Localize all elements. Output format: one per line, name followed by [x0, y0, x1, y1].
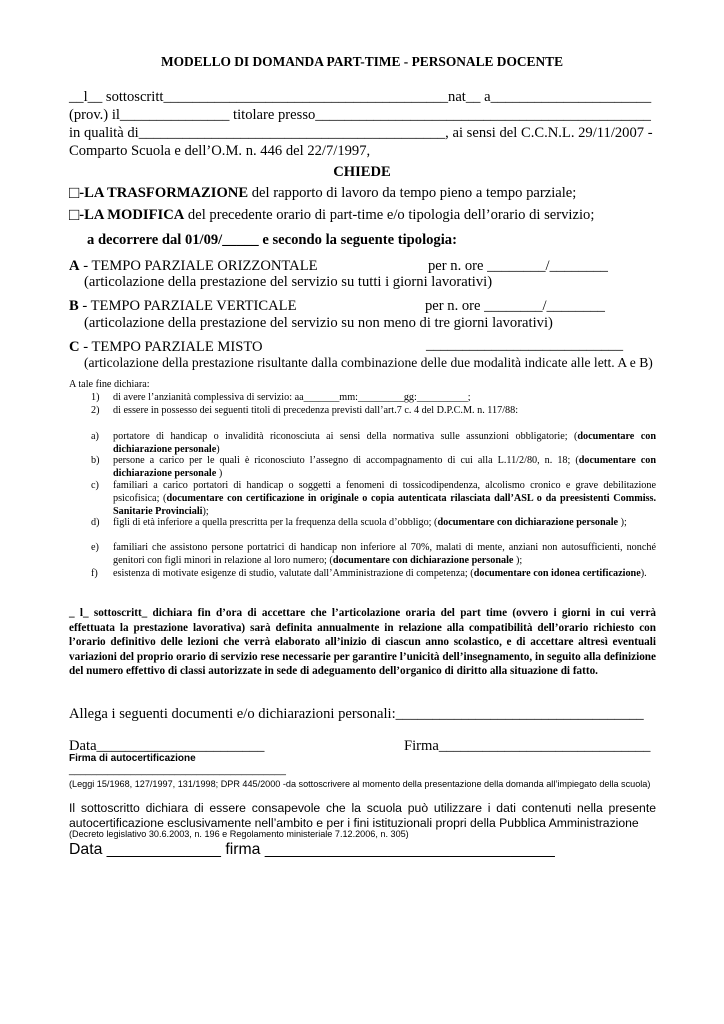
autocert-heading: Firma di autocertificazione: [69, 753, 196, 764]
final-data-firma: Data _____________ firma _________________________________: [69, 841, 555, 858]
titolo-c-end: );: [202, 506, 209, 517]
header-line-4: Comparto Scuola e dell’O.M. n. 446 del 22/7/1997,: [69, 143, 371, 159]
tipologia-c-desc: (articolazione della prestazione risultante dalla combinazione delle due modalità indicate alle lett. A e B): [84, 355, 653, 370]
titolo-a-end: ): [216, 444, 220, 455]
titolo-e-text: [113, 541, 656, 567]
chiede-heading: CHIEDE: [333, 164, 391, 180]
tipologia-c-line: ___________________________: [426, 337, 624, 353]
tipologia-b-desc: (articolazione della prestazione del servizio su non meno di tre giorni lavorativi): [84, 315, 553, 331]
titolo-f-documentazione: documentare con idonea certificazione: [473, 568, 641, 579]
tipologia-c-letter: C: [69, 339, 80, 355]
option-modifica[interactable]: [69, 206, 594, 224]
tipologia-b: [69, 297, 297, 315]
titolo-c-documentazione: documentare con certificazione in originale o copia autenticata rilasciata dall’ASL o da preesistenti Commiss. Sanitarie Provinciali: [113, 493, 656, 517]
accettazione-paragraph: [69, 606, 656, 679]
titolo-f-num: f): [91, 568, 98, 579]
document-title: MODELLO DI DOMANDA PART-TIME - PERSONALE DOCENTE: [160, 54, 564, 69]
option-modifica-text: del precedente orario di part-time e/o tipologia dell’orario di servizio;: [184, 207, 595, 223]
titolo-a-documentazione: documentare con dichiarazione personale: [113, 431, 656, 455]
tipologia-b-letter: B: [69, 298, 79, 314]
titolo-d-num: d): [91, 517, 100, 528]
dichiara-1-text: di avere l’anzianità complessiva di servizio: aa_______mm:_________gg:__________;: [113, 392, 471, 403]
firma-field: Firma_____________________________: [404, 738, 651, 754]
titolo-e-desc: familiari che assistono persone portatrici di handicap non inferiore al 70%, malati di mente, anziani non autosufficienti, nonché genitori con figli minori in relazione al loro numero; (: [113, 542, 656, 566]
data-field: Data_______________________: [69, 738, 265, 754]
allega-line: Allega i seguenti documenti e/o dichiarazioni personali:__________________________________: [69, 706, 644, 722]
titolo-c-text: [113, 479, 656, 518]
tipologia-a-letter: A: [69, 258, 80, 274]
titolo-e-end: );: [513, 555, 523, 566]
autocert-leggi: (Leggi 15/1968, 127/1997, 131/1998; DPR 445/2000 -da sottoscrivere al momento della presentazione della domanda all’impiegato della scuola): [69, 779, 651, 789]
titolo-d-text: [113, 516, 656, 529]
tipologia-a-label: - TEMPO PARZIALE ORIZZONTALE: [79, 258, 318, 274]
decorrere-line: a decorrere dal 01/09/_____ e secondo la seguente tipologia:: [87, 232, 457, 248]
titolo-d-desc: figli di età inferiore a quella prescritta per la frequenza della scuola d’obbligo; (: [113, 517, 438, 528]
tipologia-a-desc: (articolazione della prestazione del servizio su tutti i giorni lavorativi): [84, 274, 493, 290]
titolo-c-desc: familiari a carico portatori di handicap o soggetti a fenomeni di tossicodipendenza, alcolismo cronico e grave debilitazione psicofisica; (: [113, 480, 656, 504]
tipologia-b-label: - TEMPO PARZIALE VERTICALE: [78, 298, 297, 314]
autocert-privacy: Il sottoscritto dichiara di essere consapevole che la scuola può utilizzare i dati contenuti nella presente autocertificazione esclusivamente nell’ambito e per i fini istituzionali propri della Pubblica Amministrazione: [69, 801, 656, 830]
titolo-b-end: ): [216, 468, 223, 479]
option-trasformazione-text: del rapporto di lavoro da tempo pieno a tempo parziale;: [248, 185, 577, 201]
titolo-f-desc: esistenza di motivate esigenze di studio, valutate dall’Amministrazione di competenza; (: [113, 568, 474, 579]
autocert-decreto: (Decreto legislativo 30.6.2003, n. 196 e Regolamento ministeriale 7.12.2006, n. 305): [69, 829, 409, 839]
titolo-b-text: [113, 454, 656, 480]
checkbox-modifica[interactable]: □: [69, 205, 80, 224]
option-trasformazione[interactable]: [69, 184, 576, 202]
tipologia-c-label: - TEMPO PARZIALE MISTO: [79, 339, 263, 355]
titolo-c-num: c): [91, 480, 99, 491]
header-line-2: (prov.) il_______________ titolare presso______________________________________________: [69, 107, 651, 123]
titolo-e-num: e): [91, 542, 99, 553]
dichiara-intro: A tale fine dichiara:: [69, 379, 150, 390]
accettazione-part-1: _ l_ sottoscritt_ dichiara fin d’ora di accettare che l’articolazione oraria del part time (ovvero i giorni in cui verrà effettuata la prestazione lavorativa) sarà definita annualmente in relazione alla compatibilità dell’orario richiesto con l’orario definitivo delle lezioni che verrà elaborato all’inizio di ciascun anno scolastico: [69, 607, 656, 648]
tipologia-b-ore: per n. ore ________/________: [425, 298, 605, 314]
option-trasformazione-bold: -LA TRASFORMAZIONE: [79, 185, 249, 201]
dichiara-2-text: di essere in possesso dei seguenti titoli di precedenza previsti dall’art.7 c. 4 del D.P.C.M. n. 117/88:: [113, 405, 519, 416]
titolo-d-end: );: [618, 517, 627, 528]
titolo-e-documentazione: documentare con dichiarazione personale: [332, 555, 514, 566]
titolo-f-text: [113, 567, 656, 580]
titolo-a-desc: portatore di handicap o invalidità riconosciuta ai sensi della normativa sulle assunzioni obbligatorie; (: [113, 431, 578, 442]
tipologia-c: [69, 338, 263, 356]
titolo-b-num: b): [91, 455, 100, 466]
titolo-b-documentazione: documentare con dichiarazione personale: [113, 455, 657, 479]
accettazione-part-2: , e di accettare altresì eventuali variazioni del proprio orario di servizio rese necessarie per garantire l’unicità dell’insegnamento, in seguito alla definizione del numero effettivo di classi autorizzate in sede di adeguamento dell’organico di diritto alla situazione di fatto.: [69, 636, 656, 677]
dichiara-2-num: 2): [91, 405, 100, 416]
dichiara-1-num: 1): [91, 392, 100, 403]
titolo-a-text: [113, 430, 656, 456]
autocert-signature-line: _______________________________________: [69, 765, 286, 776]
checkbox-trasformazione[interactable]: □: [69, 183, 80, 202]
option-modifica-bold: -LA MODIFICA: [79, 207, 185, 223]
header-line-3: in qualità di__________________________________________, ai sensi del C.C.N.L. 29/11/2007 -: [69, 125, 653, 141]
tipologia-a-ore: per n. ore ________/________: [428, 258, 608, 274]
titolo-f-end: ).: [640, 568, 647, 579]
titolo-a-num: a): [91, 431, 99, 442]
titolo-d-documentazione: documentare con dichiarazione personale: [437, 517, 619, 528]
header-line-1: __l__ sottoscritt_______________________________________nat__ a______________________: [69, 89, 652, 105]
titolo-b-desc: persone a carico per le quali è riconosciuto l’assegno di accompagnamento di cui alla L.11/2/80, n. 18; (: [113, 455, 579, 466]
